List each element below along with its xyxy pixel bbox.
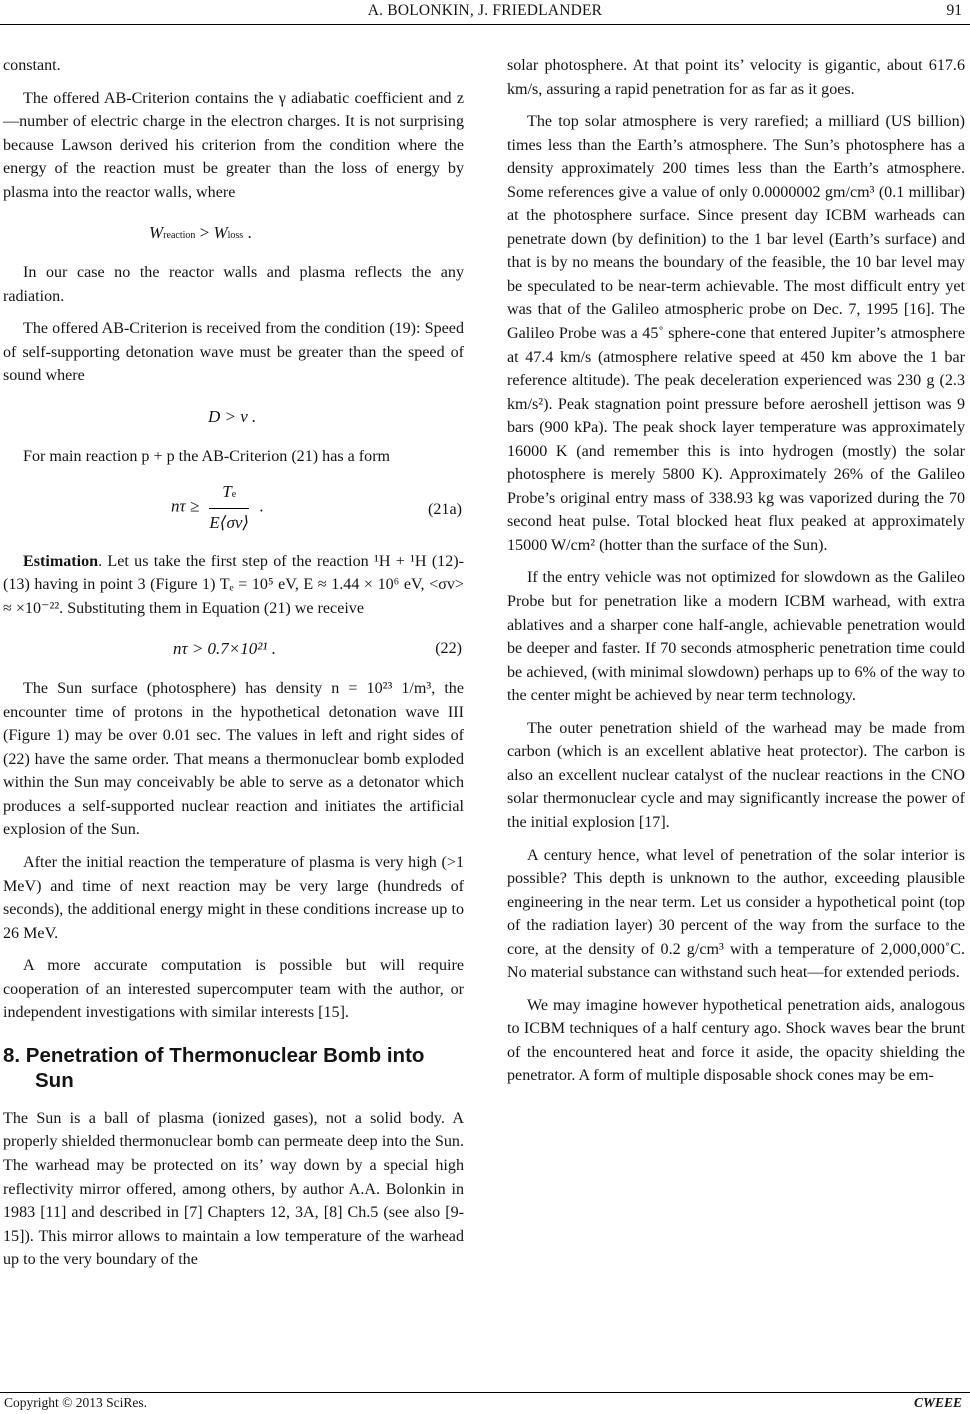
copyright-notice: Copyright © 2013 SciRes.	[4, 1395, 148, 1410]
eq-symbol: W	[149, 223, 164, 243]
paragraph: The offered AB-Criterion is received from the condition (19): Speed of self-supporting detonation wave must be greater than the speed of sound where	[3, 320, 464, 385]
section-heading-line2: Sun	[35, 1068, 74, 1092]
section-heading	[3, 1043, 464, 1093]
paragraph: A century hence, what level of penetration of the solar interior is possible? This depth is unknown to the author, exceeding plausible engineering in the near term. Let us consider a hypothetical point (top of the radiation layer) 30 percent of the way from the surface to the core, at the density of 0.2 g/cm³ with a temperature of 2,000,000˚C. No material substance can withstand such heat—for extended periods.	[507, 846, 965, 982]
paragraph-estimation	[3, 550, 464, 621]
equation-label: (21a)	[428, 500, 462, 518]
eq-subscript: loss	[227, 230, 244, 242]
running-header	[0, 0, 970, 22]
running-header-authors: A. BOLONKIN, J. FRIEDLANDER	[367, 2, 603, 19]
estimation-heading: Estimation	[23, 552, 99, 570]
eq-operator: >	[199, 223, 210, 243]
paragraph: A more accurate computation is possible but will require cooperation of an interested supercomputer team with the author, or independent investigations with similar interests [15].	[3, 957, 464, 1022]
paragraph: The outer penetration shield of the warhead may be made from carbon (which is an excellent ablative heat protector). The carbon is also an excellent nuclear catalyst of the nuclear reactions in the CNO solar thermonuclear cycle and may significantly increase the power of the initial explosion [17].	[507, 719, 965, 831]
paragraph: The Sun is a ball of plasma (ionized gases), not a solid body. A properly shielded thermonuclear bomb can permeate deep into the Sun. The warhead may be protected on its’ way down by a special high reflectivity mirror offered, among others, by author A.A. Bolonkin in 1983 [11] and described in [7] Chapters 12, 3A, [8] Ch.5 (see also [9-15]). This mirror allows to maintain a low temperature of the warhead up to the very boundary of the	[3, 1109, 464, 1269]
paragraph: constant.	[3, 57, 61, 74]
page-footer	[0, 1392, 970, 1412]
footer-rule	[0, 1392, 970, 1393]
paragraph: In our case no the reactor walls and plasma reflects the any radiation.	[3, 264, 464, 305]
eq-content: nτ > 0.7×10²¹ .	[173, 639, 276, 659]
page-number: 91	[946, 2, 962, 19]
equation-21a	[3, 478, 464, 542]
paragraph: For main reaction p + p the AB-Criterion (21) has a form	[23, 448, 391, 466]
eq-subscript: reaction	[163, 230, 196, 242]
eq-lhs: nτ ≥	[171, 496, 200, 516]
paragraph: We may imagine however hypothetical penetration aids, analogous to ICBM techniques of a half century ago. Shock waves bear the brunt of the encountered heat and force it aside, the opacity shielding the penetrator. A form of multiple disposable shock cones may be em-	[507, 996, 965, 1085]
paragraph: solar photosphere. At that point its’ velocity is gigantic, about 617.6 km/s, assuring a rapid penetration for as far as it goes.	[507, 57, 965, 98]
paragraph: The top solar atmosphere is very rarefied; a milliard (US billion) times less than the Earth’s atmosphere. The Sun’s photosphere has a density approximately 200 times less than the Earth’s atmosphere. Some references give a value of only 0.0000002 gm/cm³ (0.1 millibar) at the photosphere surface. Since present day ICBM warheads can penetrate down (by definition) to the 1 bar level (Earth’s surface) and that is by no means the boundary of the feasible, the 10 bar level may be speculated to be near-term achievable. The most difficult entry yet was that of the Galileo atmospheric probe on Dec. 7, 1995 [16]. The Galileo Probe was a 45˚ sphere-cone that entered Jupiter’s atmosphere at 47.4 km/s (atmosphere relative speed at 450 km above the 1 bar reference altitude). The peak deceleration experienced was 230 g (2.3 km/s²). Peak stagnation point pressure before aeroshell jettison was 9 bars (900 kPa). The peak shock layer temperature was approximately 16000 K (and remember this is into hydrogen (mostly) the solar photosphere is merely 5800 K). Approximately 26% of the Galileo Probe’s original entry mass of 338.93 kg was vaporized during the 70 second heat pulse. Total blocked heat flux peaked at approximately 15000 W/cm² (hotter than the surface of the Sun).	[507, 113, 965, 554]
journal-abbreviation: CWEEE	[913, 1395, 962, 1410]
eq-numerator: T	[222, 481, 232, 501]
eq-period: .	[259, 496, 264, 516]
eq-period: .	[247, 223, 252, 243]
equation-22	[3, 629, 464, 669]
eq-denominator: E⟨σv⟩	[209, 513, 249, 533]
section-heading-line1: 8. Penetration of Thermonuclear Bomb into	[3, 1043, 425, 1067]
eq-fraction	[209, 480, 249, 535]
paragraph: If the entry vehicle was not optimized for slowdown as the Galileo Probe but for penetration like a modern ICBM warhead, with extra ablatives and a sharper cone half-angle, achievable penetration would be deeper and faster. If 70 seconds atmospheric penetration time could be achieved, (with minimal slowdown) perhaps up to 6% of the way to the center might be achieved by near term technology.	[507, 569, 965, 705]
estimation-text: . Let us take the first step of the reaction ¹H + ¹H (12)-(13) having in point 3 (Figure 1) Tₑ = 10⁵ eV, E ≈ 1.44 × 10⁶ eV, <σv> ≈ ×10⁻²². Substituting them in Equation (21) we receive	[3, 552, 464, 617]
paragraph: The offered AB-Criterion contains the γ adiabatic coefficient and z—number of electric charge in the electron charges. It is not surprising because Lawson derived his criterion from the condition where the energy of the reaction must be greater than the loss of energy by plasma into the reactor walls, where	[3, 89, 464, 201]
equation-detonation-speed	[3, 397, 464, 437]
equation-energy-criterion	[3, 213, 464, 253]
eq-symbol: W	[213, 223, 228, 243]
equation-label: (22)	[435, 640, 462, 658]
eq-subscript: e	[231, 488, 237, 500]
paragraph: After the initial reaction the temperature of plasma is very high (>1 MeV) and time of next reaction may be very large (hundreds of seconds), the additional energy might in these conditions increase up to 26 MeV.	[3, 854, 464, 942]
right-column	[507, 54, 965, 1097]
paragraph: The Sun surface (photosphere) has density n = 10²³ 1/m³, the encounter time of protons in the hypothetical detonation wave III (Figure 1) may be over 0.01 sec. The values in left and right sides of (22) have the same order. That means a thermonuclear bomb exploded within the Sun may conceivably be able to serve as a detonator which produces a self-supported nuclear reaction and initiates the artificial explosion of the Sun.	[3, 680, 464, 839]
left-column	[3, 54, 464, 1281]
eq-content: D > v .	[208, 407, 257, 427]
header-rule	[0, 24, 970, 25]
